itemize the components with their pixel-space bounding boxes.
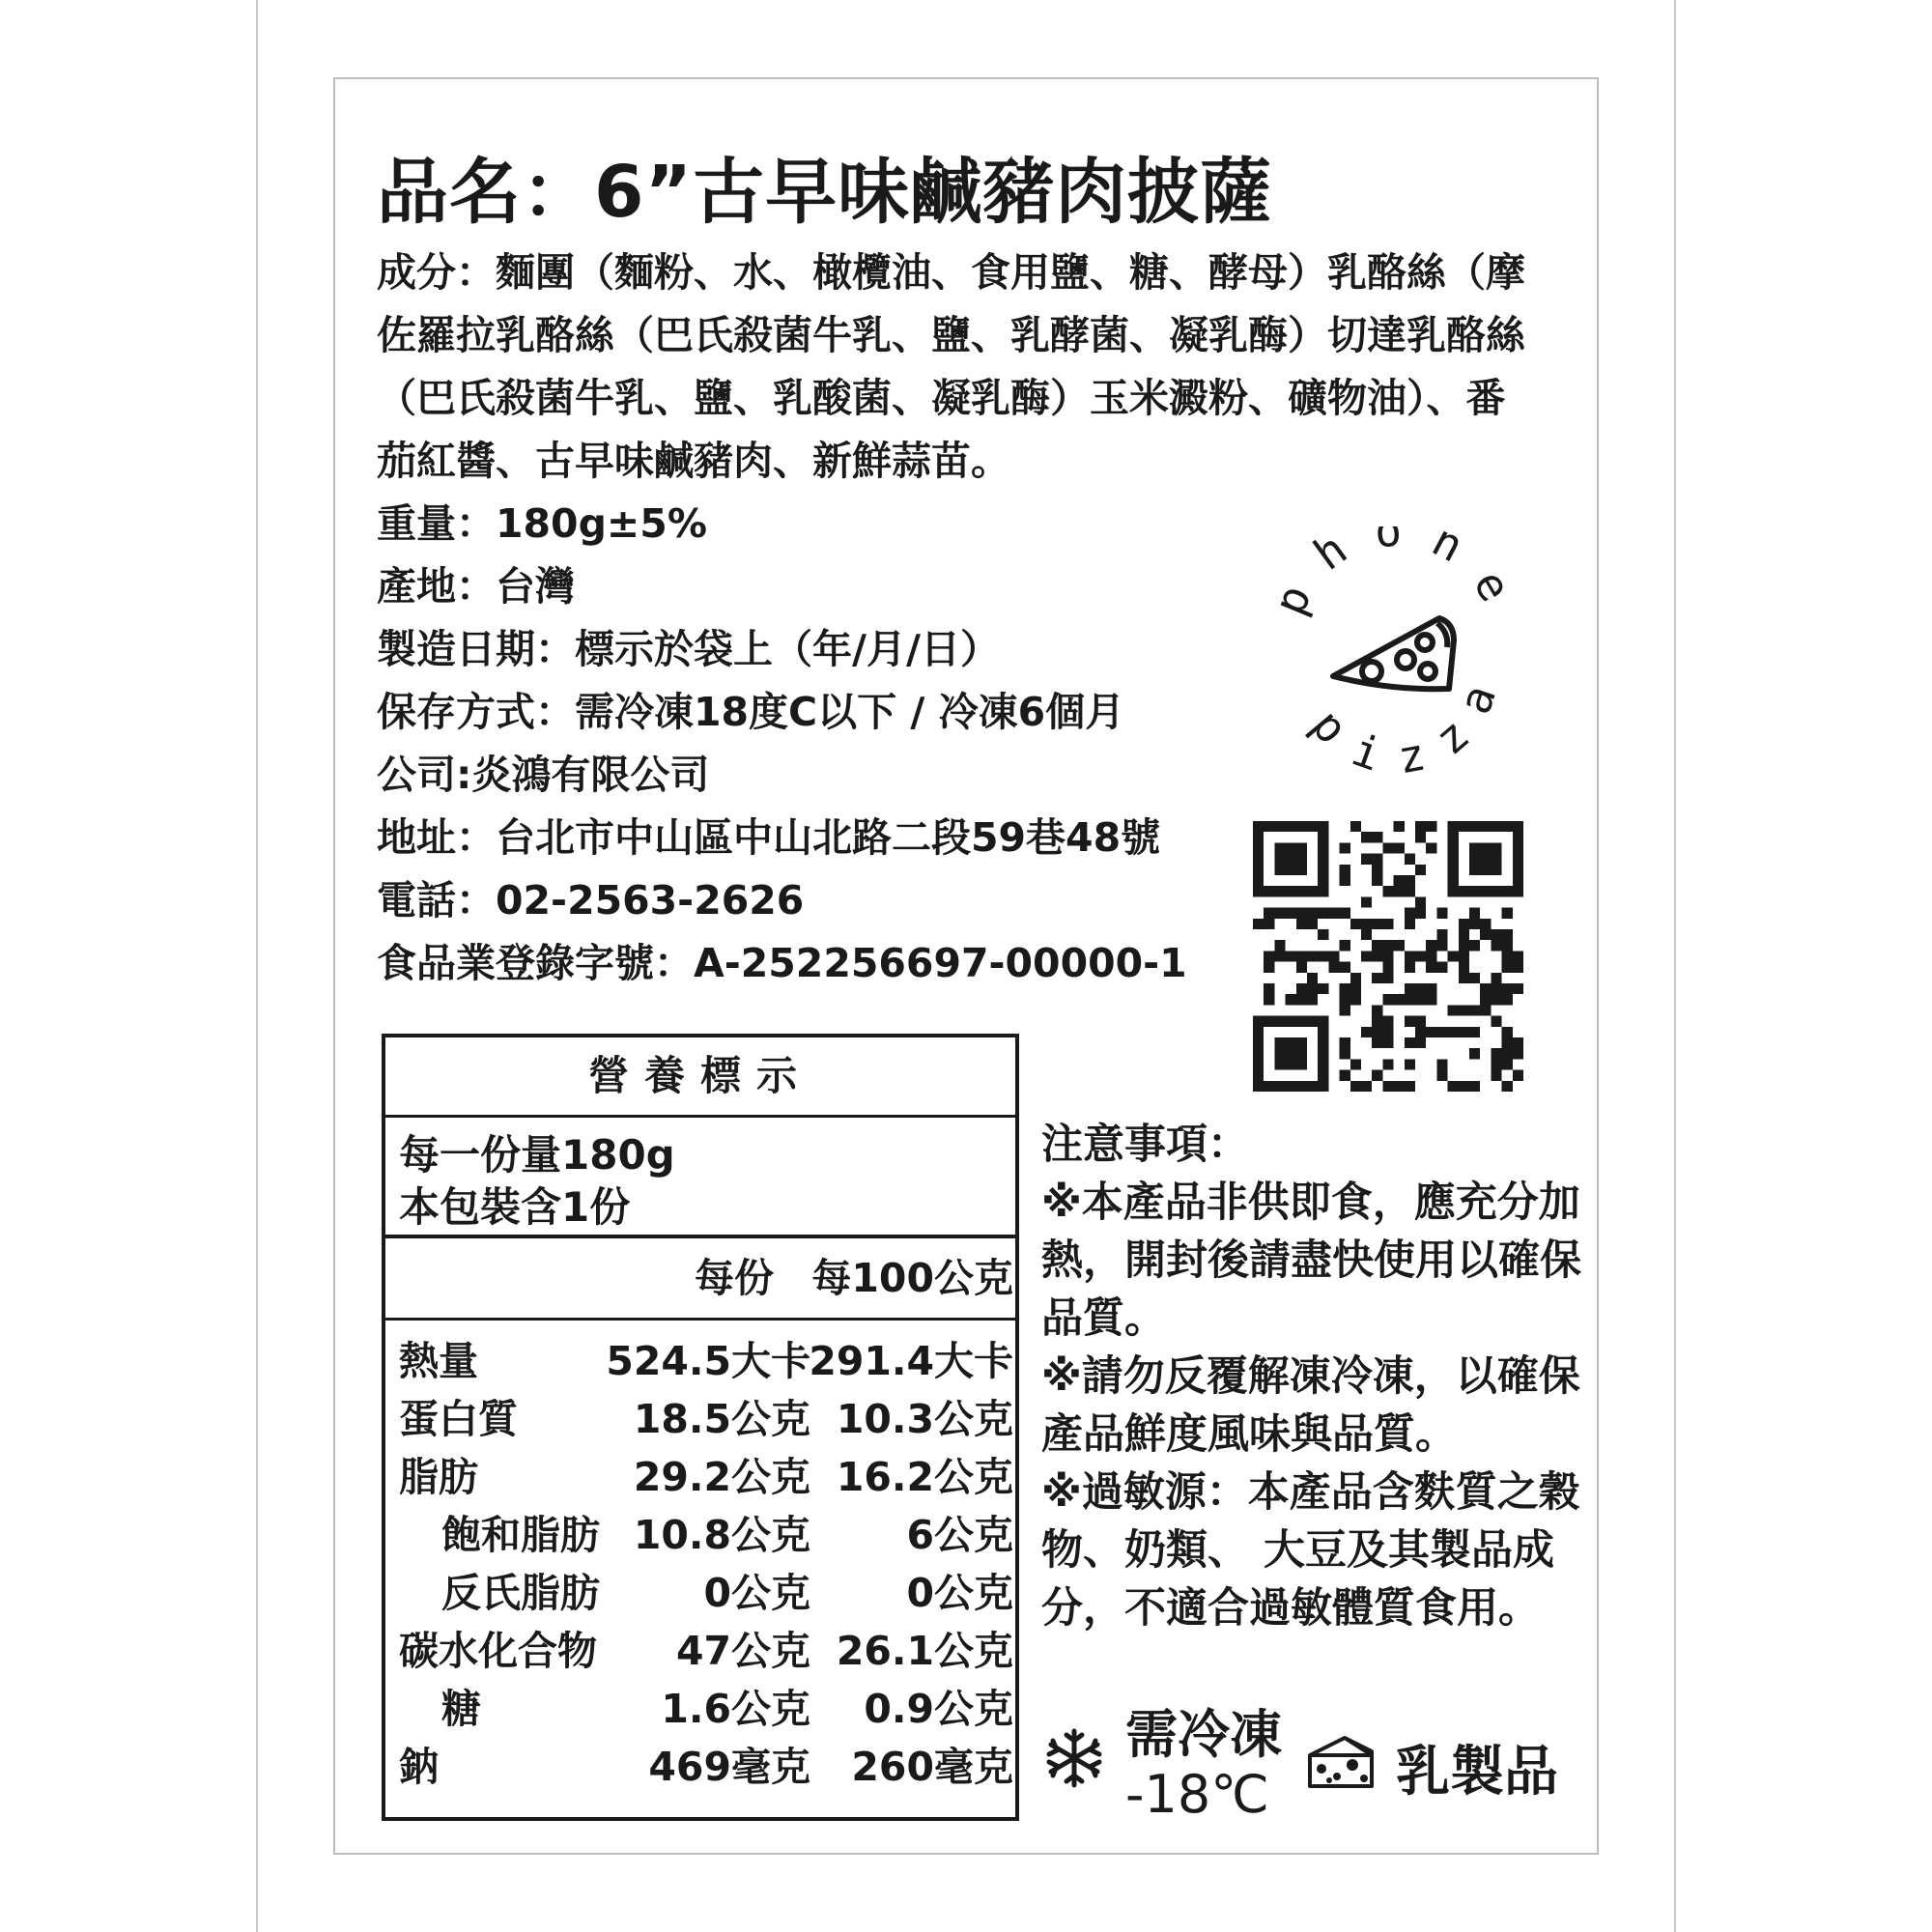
nutrient-per-serving: 18.5公克: [633, 1396, 810, 1442]
nutrient-per-100g: 6公克: [906, 1512, 1013, 1558]
phone: 電話：02-2563-2626: [377, 877, 805, 923]
cheese-icon: [1306, 1734, 1376, 1790]
pizza-slice-icon: [1333, 618, 1454, 689]
nutrient-per-100g: 0公克: [906, 1570, 1013, 1616]
nutrient-per-serving: 29.2公克: [633, 1454, 810, 1500]
frozen-temperature: -18℃: [1125, 1764, 1269, 1825]
col-per-serving: 每份: [695, 1255, 774, 1301]
origin: 產地：台灣: [377, 563, 575, 610]
nutrition-rows: [385, 1321, 1015, 1796]
registration-number: 食品業登錄字號：A-252256697-00000-1: [377, 940, 1187, 986]
nutrition-column-headers: [385, 1238, 1015, 1321]
logo-text-top: p h o n e: [1263, 526, 1522, 622]
phone-pizza-logo: [1256, 526, 1526, 778]
nutrient-name: 脂肪: [399, 1454, 478, 1500]
company: 公司:炎鴻有限公司: [377, 752, 710, 798]
nutrient-per-100g: 291.4大卡: [809, 1338, 1013, 1384]
logo-text-bottom: p i z z a: [1301, 678, 1507, 778]
nutrient-name: 碳水化合物: [399, 1628, 597, 1674]
nutrient-name: 糖: [441, 1686, 481, 1732]
col-per-100g: 每100公克: [811, 1255, 1013, 1301]
notes-heading: 注意事項：: [1041, 1121, 1249, 1169]
nutrient-name: 反氏脂肪: [441, 1570, 600, 1616]
nutrition-header: 營養標示: [385, 1037, 1015, 1118]
manufacture-date: 製造日期：標示於袋上（年/月/日）: [377, 626, 1000, 672]
nutrient-name: 蛋白質: [399, 1396, 518, 1442]
snowflake-icon: [1043, 1727, 1105, 1789]
nutrient-per-serving: 0公克: [703, 1570, 810, 1616]
nutrient-per-100g: 10.3公克: [836, 1396, 1013, 1442]
nutrition-row: [385, 1448, 1015, 1506]
nutrient-per-serving: 10.8公克: [633, 1512, 810, 1558]
nutrition-row: [385, 1564, 1015, 1622]
nutrition-row: [385, 1390, 1015, 1448]
frozen-badge: [1125, 1705, 1282, 1825]
nutrition-row: [385, 1332, 1015, 1390]
ingredients: 成分：麵團（麵粉、水、橄欖油、食用鹽、糖、酵母）乳酪絲（摩佐羅拉乳酪絲（巴氏殺菌牛乳、鹽、乳酵菌、凝乳酶）切達乳酪絲（巴氏殺菌牛乳、鹽、乳酸菌、凝乳酶）玉米澱粉、礦物油）、番茄紅醬、古早味鹹豬肉、新鮮蒜苗。: [377, 249, 1525, 484]
frozen-label: 需冷凍: [1125, 1704, 1282, 1765]
weight: 重量：180g±5%: [377, 500, 707, 547]
nutrient-per-serving: 47公克: [675, 1628, 810, 1674]
nutrient-name: 熱量: [399, 1338, 478, 1384]
servings-per-pack: 本包裝含1份: [399, 1183, 631, 1231]
note-item: ※請勿反覆解凍冷凍，以確保產品鮮度風味與品質。: [1041, 1352, 1580, 1459]
nutrient-per-serving: 469毫克: [648, 1744, 810, 1790]
storage-method: 保存方式：需冷凍18度C以下 / 冷凍6個月: [377, 689, 1125, 735]
nutrition-row: [385, 1680, 1015, 1738]
product-title: 品名：6”古早味鹹豬肉披薩: [377, 151, 1273, 234]
nutrient-per-100g: 260毫克: [851, 1744, 1013, 1790]
address: 地址：台北市中山區中山北路二段59巷48號: [377, 814, 1161, 861]
notes: [1041, 1116, 1592, 1637]
nutrient-per-serving: 524.5大卡: [606, 1338, 810, 1384]
nutrition-table: [382, 1034, 1019, 1821]
nutrient-per-100g: 26.1公克: [836, 1628, 1013, 1674]
serving-size: 每一份量180g: [399, 1131, 675, 1179]
nutrient-name: 飽和脂肪: [441, 1512, 600, 1558]
dairy-badge: 乳製品: [1396, 1741, 1558, 1804]
note-item: ※本產品非供即食，應充分加熱，開封後請盡快使用以確保品質。: [1041, 1179, 1581, 1343]
note-item: ※過敏源：本產品含麩質之穀物、奶類、 大豆及其製品成分，不適合過敏體質食用。: [1041, 1468, 1580, 1633]
nutrition-row: [385, 1506, 1015, 1564]
nutrient-per-100g: 0.9公克: [864, 1686, 1013, 1732]
nutrition-row: [385, 1622, 1015, 1680]
nutrition-row: [385, 1738, 1015, 1796]
nutrient-per-serving: 1.6公克: [661, 1686, 810, 1732]
serving-info: [385, 1118, 1015, 1238]
nutrient-per-100g: 16.2公克: [836, 1454, 1013, 1500]
qr-code[interactable]: [1253, 821, 1523, 1092]
nutrient-name: 鈉: [399, 1744, 439, 1790]
